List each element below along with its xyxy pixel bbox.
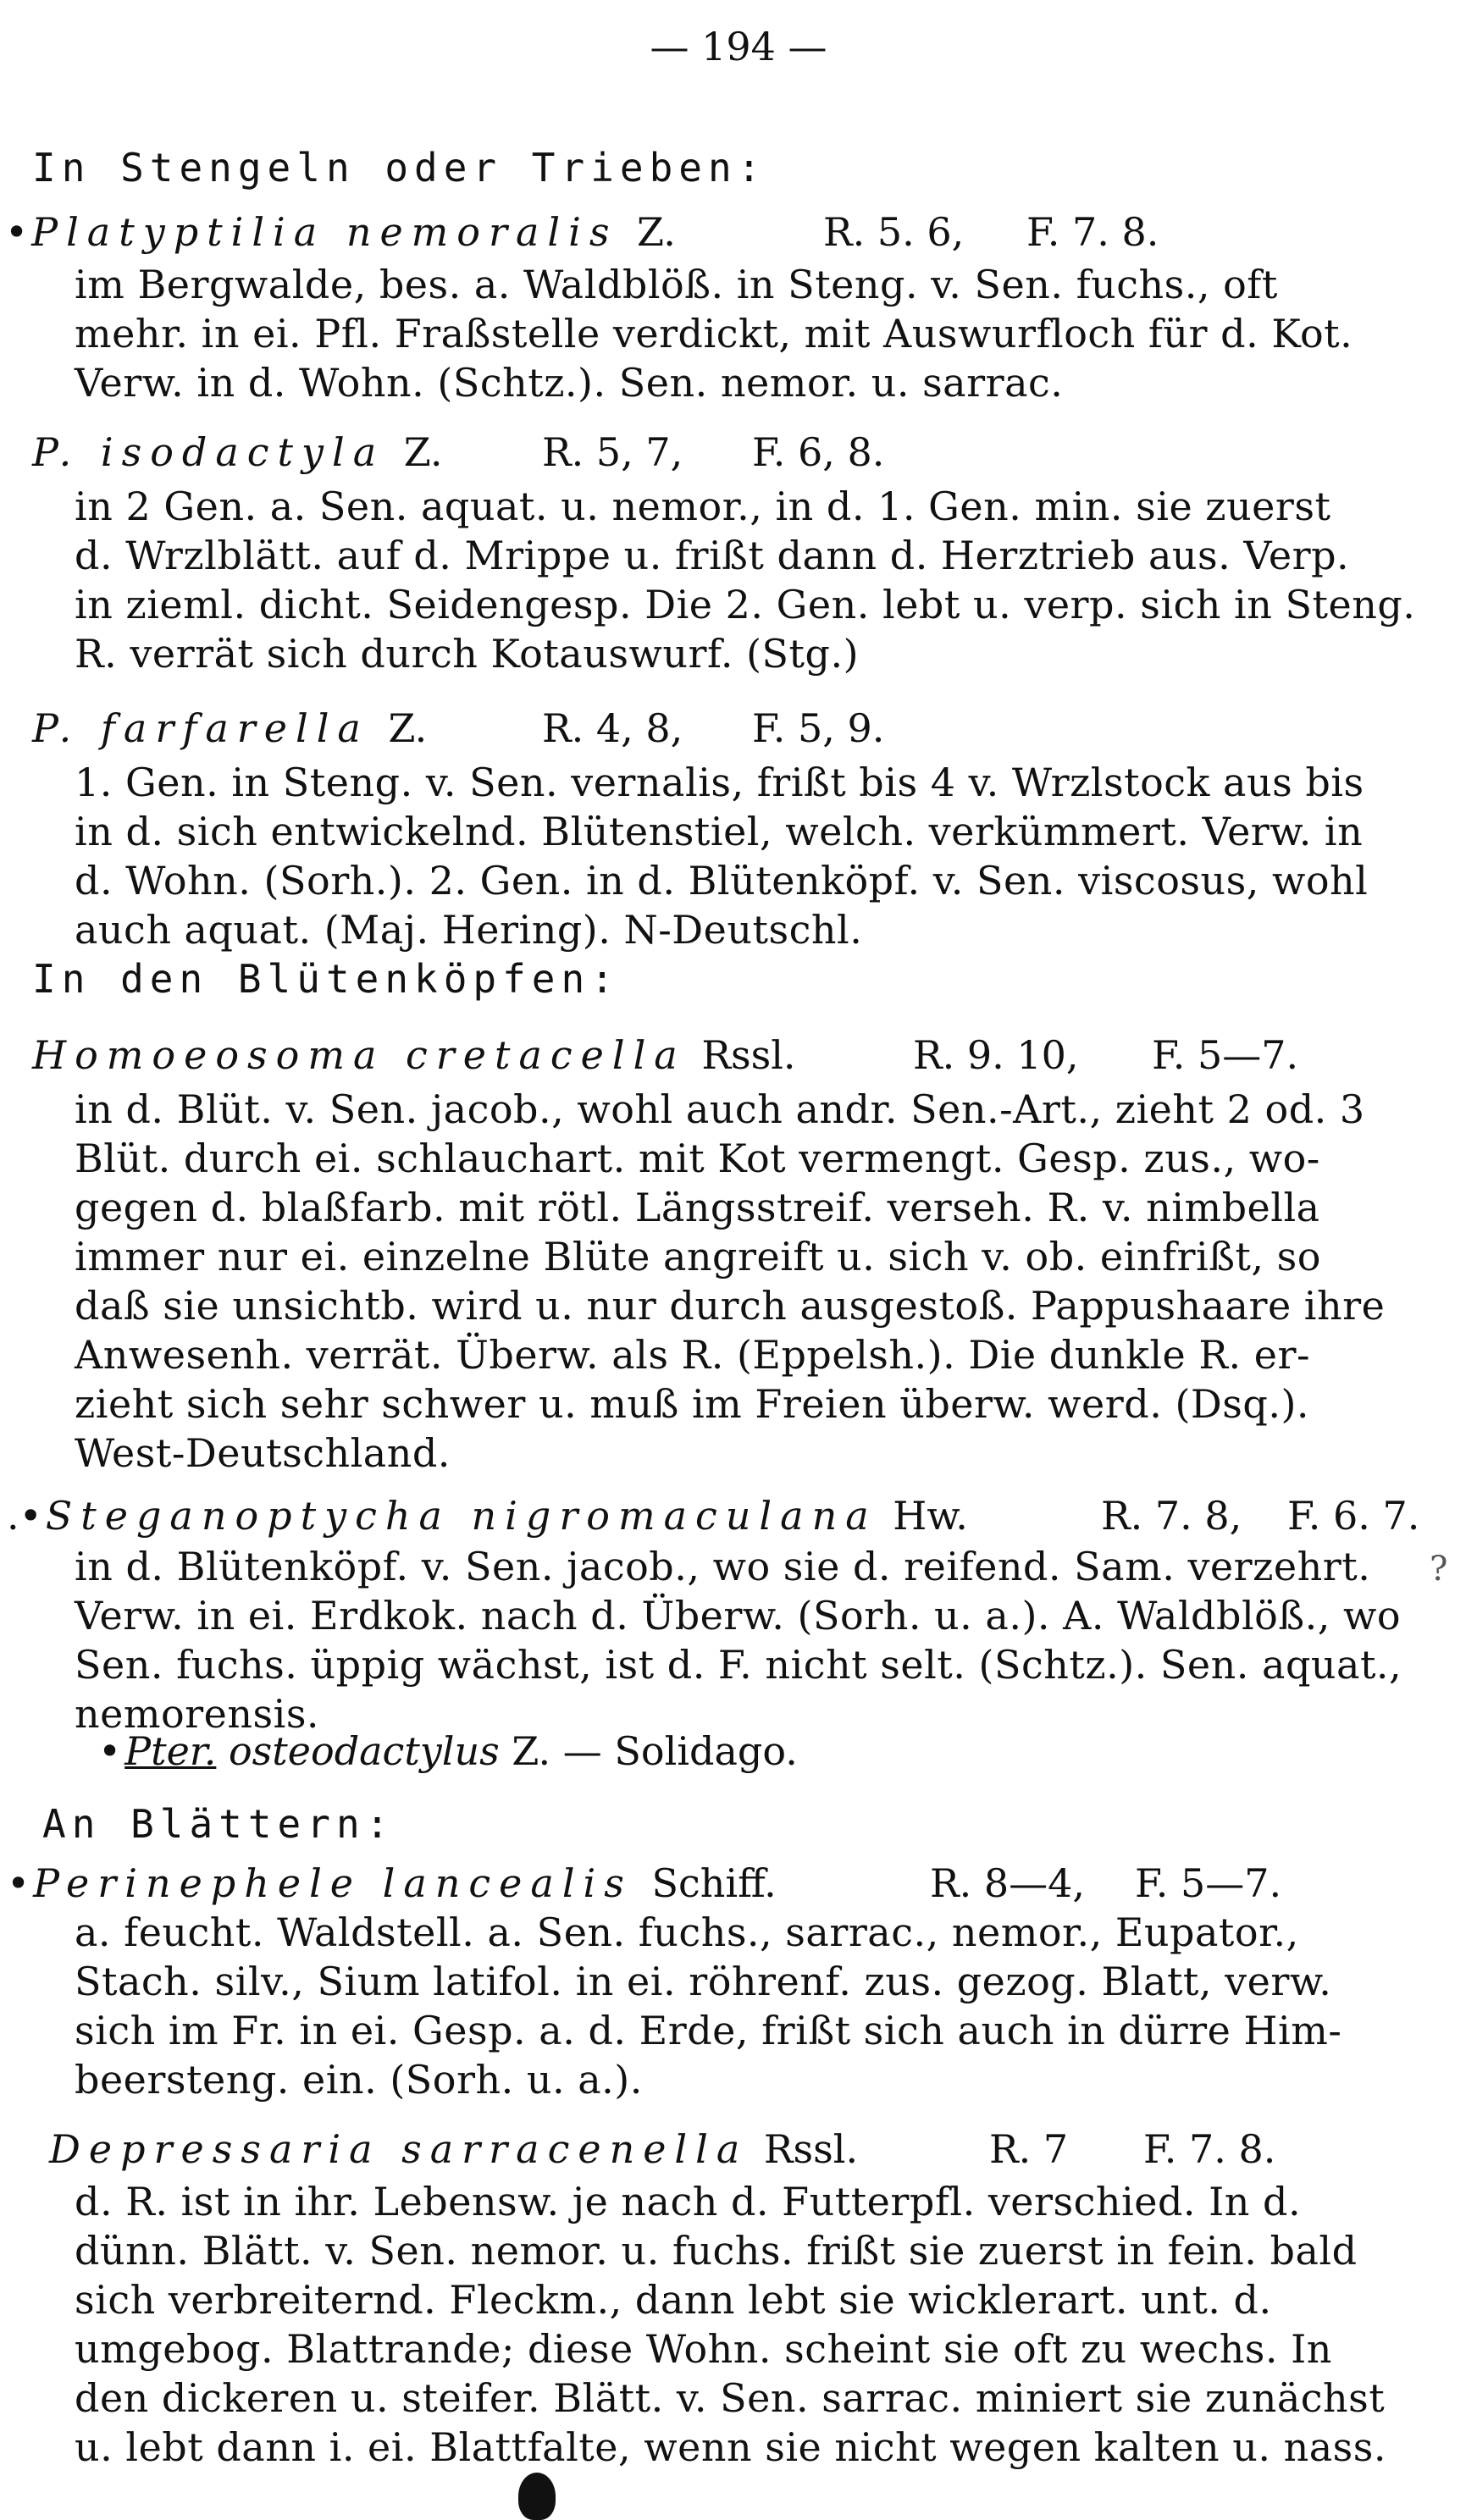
entry-text-line: nemorensis. xyxy=(75,1691,320,1737)
entry-text-line: gegen d. blaßfarb. mit rötl. Längsstreif. verseh. R. v. nimbella xyxy=(75,1185,1320,1230)
entry-text-line: Sen. fuchs. üppig wächst, ist d. F. nicht selt. (Schtz.). Sen. aquat., xyxy=(75,1642,1402,1688)
entry-text-line: R. verrät sich durch Kotauswurf. (Stg.) xyxy=(75,631,860,677)
entry-text-line: umgebog. Blattrande; diese Wohn. scheint sie oft zu wechs. In xyxy=(75,2326,1332,2372)
bullet-mark: • xyxy=(5,209,29,255)
ink-blot xyxy=(518,2473,556,2520)
flight-period: F. 7. 8. xyxy=(1026,209,1159,255)
entry-text-line: den dickeren u. steifer. Blätt. v. Sen. sarrac. miniert sie zunächst xyxy=(75,2375,1386,2421)
species-name: Steganoptycha nigromaculana xyxy=(45,1493,877,1539)
flight-period: F. 5—7. xyxy=(1135,1860,1282,1906)
species-author: Z. xyxy=(637,209,676,255)
larva-period: R. 7 xyxy=(989,2126,1069,2172)
flight-period: F. 6, 8. xyxy=(752,429,885,475)
entry-text-line: auch aquat. (Maj. Hering). N-Deutschl. xyxy=(75,907,863,953)
species-name: Depressaria sarracenella xyxy=(49,2126,749,2172)
entry-header xyxy=(7,1860,777,1907)
larva-period: R. 9. 10, xyxy=(913,1032,1079,1078)
section-heading-stems: In Stengeln oder Trieben: xyxy=(32,145,767,191)
species-author: Schiff. xyxy=(651,1860,777,1906)
entry-header xyxy=(32,705,427,752)
note-genus: Pter. xyxy=(124,1728,217,1774)
larva-period: R. 4, 8, xyxy=(542,705,683,751)
entry-text-line: Verw. in ei. Erdkok. nach d. Überw. (Sorh. u. a.). A. Waldblöß., wo xyxy=(75,1593,1402,1639)
entry-text-line: im Bergwalde, bes. a. Waldblöß. in Steng. v. Sen. fuchs., oft xyxy=(75,262,1278,307)
bullet-mark: • xyxy=(7,1860,30,1906)
entry-text-line: sich im Fr. in ei. Gesp. a. d. Erde, frißt sich auch in dürre Him- xyxy=(75,2008,1342,2053)
note-author: Z. xyxy=(512,1728,551,1774)
entry-text-line: sich verbreiternd. Fleckm., dann lebt sie wicklerart. unt. d. xyxy=(75,2277,1272,2323)
entry-text-line: in d. Blüt. v. Sen. jacob., wohl auch andr. Sen.-Art., zieht 2 od. 3 xyxy=(75,1086,1365,1132)
larva-period: R. 5. 6, xyxy=(823,209,965,255)
larva-period: R. 7. 8, xyxy=(1101,1493,1242,1539)
margin-annotation: ? xyxy=(1430,1550,1448,1589)
entry-text-line: in d. sich entwickelnd. Blütenstiel, welch. verkümmert. Verw. in xyxy=(75,809,1364,854)
larva-period: R. 5, 7, xyxy=(542,429,683,475)
flight-period: F. 6. 7. xyxy=(1287,1493,1420,1539)
species-author: Z. xyxy=(388,705,428,751)
entry-header xyxy=(32,1031,796,1079)
entry-text-line: a. feucht. Waldstell. a. Sen. fuchs., sarrac., nemor., Eupator., xyxy=(75,1909,1299,1955)
entry-header xyxy=(49,2125,858,2173)
species-author: Z. xyxy=(403,429,443,475)
bullet-mark: • xyxy=(98,1728,122,1774)
cross-reference-note xyxy=(98,1727,798,1775)
bullet-mark: .• xyxy=(7,1493,42,1539)
entry-text-line: u. lebt dann i. ei. Blattfalte, wenn sie nicht wegen kalten u. nass. xyxy=(75,2424,1386,2470)
species-name: Platyptilia nemoralis xyxy=(31,209,618,255)
entry-text-line: 1. Gen. in Steng. v. Sen. vernalis, frißt bis 4 v. Wrzlstock aus bis xyxy=(75,760,1364,805)
entry-header xyxy=(32,428,443,476)
entry-text-line: Blüt. durch ei. schlauchart. mit Kot vermengt. Gesp. zus., wo- xyxy=(75,1136,1320,1181)
entry-text-line: Anwesenh. verrät. Überw. als R. (Eppelsh.). Die dunkle R. er- xyxy=(75,1332,1311,1378)
entry-text-line: in d. Blütenköpf. v. Sen. jacob., wo sie d. reifend. Sam. verzehrt. xyxy=(75,1544,1371,1589)
note-host: — Solidago. xyxy=(562,1728,798,1774)
flight-period: F. 7. 8. xyxy=(1143,2126,1276,2172)
entry-header xyxy=(7,1492,968,1539)
section-heading-flowerheads: In den Blütenköpfen: xyxy=(32,956,620,1002)
entry-text-line: immer nur ei. einzelne Blüte angreift u. sich v. ob. einfrißt, so xyxy=(75,1234,1321,1279)
entry-text-line: zieht sich sehr schwer u. muß im Freien überw. werd. (Dsq.). xyxy=(75,1381,1310,1427)
flight-period: F. 5, 9. xyxy=(752,705,885,751)
species-name: Perinephele lancealis xyxy=(33,1860,633,1906)
note-species: osteodactylus xyxy=(228,1728,500,1774)
page-number: — 194 — xyxy=(650,24,827,69)
entry-text-line: Stach. silv., Sium latifol. in ei. röhrenf. zus. gezog. Blatt, verw. xyxy=(75,1959,1332,2004)
flight-period: F. 5—7. xyxy=(1152,1032,1299,1078)
entry-text-line: beersteng. ein. (Sorh. u. a.). xyxy=(75,2057,643,2103)
entry-text-line: in 2 Gen. a. Sen. aquat. u. nemor., in d. 1. Gen. min. sie zuerst xyxy=(75,484,1331,529)
entry-text-line: d. R. ist in ihr. Lebensw. je nach d. Futterpfl. verschied. In d. xyxy=(75,2179,1302,2224)
entry-text-line: d. Wrzlblätt. auf d. Mrippe u. frißt dann d. Herztrieb aus. Verp. xyxy=(75,533,1350,578)
species-author: Hw. xyxy=(893,1493,968,1539)
entry-text-line: dünn. Blätt. v. Sen. nemor. u. fuchs. frißt sie zuerst in fein. bald xyxy=(75,2228,1358,2274)
species-name: P. farfarella xyxy=(32,705,369,751)
entry-text-line: in zieml. dicht. Seidengesp. Die 2. Gen. lebt u. verp. sich in Steng. xyxy=(75,582,1416,627)
species-author: Rssl. xyxy=(701,1032,796,1078)
species-name: Homoeosoma cretacella xyxy=(32,1032,686,1078)
entry-text-line: daß sie unsichtb. wird u. nur durch ausgestoß. Pappushaare ihre xyxy=(75,1283,1386,1329)
section-heading-leaves: An Blättern: xyxy=(42,1801,396,1847)
entry-text-line: West-Deutschland. xyxy=(75,1430,451,1476)
species-name: P. isodactyla xyxy=(32,429,385,475)
species-author: Rssl. xyxy=(763,2126,859,2172)
entry-header xyxy=(5,208,676,256)
entry-text-line: Verw. in d. Wohn. (Schtz.). Sen. nemor. u. sarrac. xyxy=(75,360,1064,406)
larva-period: R. 8—4, xyxy=(930,1860,1086,1906)
entry-text-line: d. Wohn. (Sorh.). 2. Gen. in d. Blütenköpf. v. Sen. viscosus, wohl xyxy=(75,858,1369,904)
entry-text-line: mehr. in ei. Pfl. Fraßstelle verdickt, mit Auswurfloch für d. Kot. xyxy=(75,311,1353,356)
